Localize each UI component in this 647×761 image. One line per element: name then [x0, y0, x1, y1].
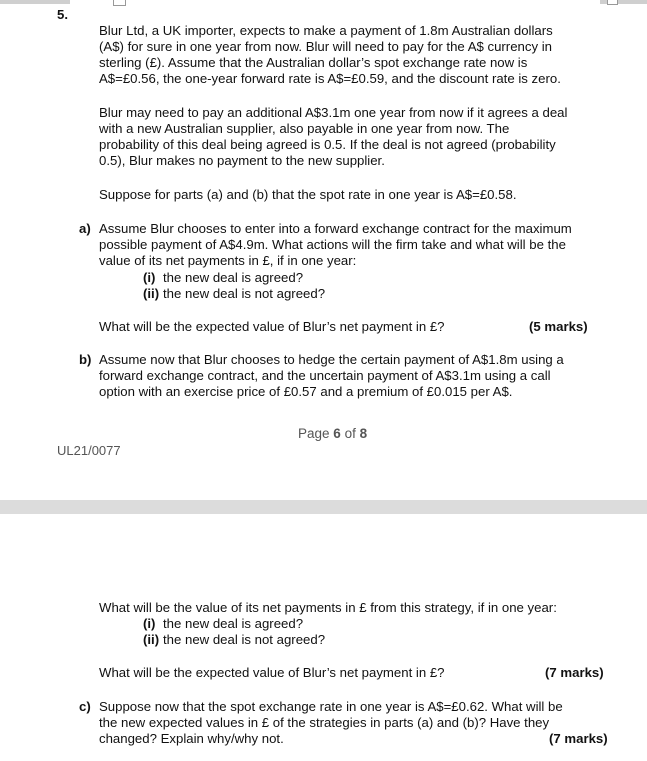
part-b-marks: (7 marks): [545, 665, 604, 680]
part-a-expected: What will be the expected value of Blur’s net payment in £?: [99, 319, 445, 334]
question-number: 5.: [57, 7, 68, 22]
part-a-line-1: Assume Blur chooses to enter into a forward exchange contract for the maximum: [99, 221, 572, 236]
intro-line-2: (A$) for sure in one year from now. Blur will need to pay for the A$ currency in: [99, 39, 552, 54]
part-a-marks: (5 marks): [529, 319, 588, 334]
part-b-sub-i-text: the new deal is agreed?: [163, 616, 304, 631]
intro-line-1: Blur Ltd, a UK importer, expects to make a payment of 1.8m Australian dollars: [99, 23, 553, 38]
part-a-sub-i-label: (i): [143, 270, 156, 285]
part-c-line-3: changed? Explain why/why not.: [99, 731, 284, 746]
part-b-label: b): [79, 352, 92, 367]
toolbar-handle-icon: [113, 0, 126, 6]
part-b-sub-i-label: (i): [143, 616, 156, 631]
part-c-line-2: the new expected values in £ of the strategies in parts (a) and (b)? Have they: [99, 715, 550, 730]
intro-line-4: A$=£0.56, the one-year forward rate is A$=£0.59, and the discount rate is zero.: [99, 71, 561, 86]
page-total: 8: [359, 426, 368, 441]
part-b-line-1: Assume now that Blur chooses to hedge the certain payment of A$1.8m using a: [99, 352, 564, 367]
part-b-value-question: What will be the value of its net payments in £ from this strategy, if in one year:: [99, 600, 557, 615]
part-a-sub-ii-text: the new deal is not agreed?: [163, 286, 326, 301]
part-c-label: c): [79, 699, 91, 714]
part-a-label: a): [79, 221, 91, 236]
part-a-line-2: possible payment of A$4.9m. What actions will the firm take and what will be the: [99, 237, 566, 252]
part-c-line-1: Suppose now that the spot exchange rate in one year is A$=£0.62. What will be: [99, 699, 563, 714]
suppose-text: Suppose for parts (a) and (b) that the spot rate in one year is A$=£0.58.: [99, 187, 517, 202]
part-b-sub-ii-label: (ii): [143, 632, 160, 647]
page-separator: [0, 500, 647, 514]
page-number: [298, 426, 367, 441]
part-a-sub-ii-label: (ii): [143, 286, 160, 301]
deal-line-3: probability of this deal being agreed is 0.5. If the deal is not agreed (probability: [99, 137, 556, 152]
part-a-line-3: value of its net payments in £, if in one year:: [99, 253, 357, 268]
part-b-expected: What will be the expected value of Blur’s net payment in £?: [99, 665, 445, 680]
part-c-marks: (7 marks): [549, 731, 608, 746]
deal-line-1: Blur may need to pay an additional A$3.1m one year from now if it agrees a deal: [99, 105, 568, 120]
part-a-sub-i-text: the new deal is agreed?: [163, 270, 304, 285]
deal-line-2: with a new Australian supplier, also payable in one year from now. The: [99, 121, 510, 136]
part-b-sub-ii-text: the new deal is not agreed?: [163, 632, 326, 647]
toolbar-handle-icon-right: [607, 0, 618, 5]
part-b-line-3: option with an exercise price of £0.57 and a premium of £0.015 per A$.: [99, 384, 513, 399]
part-b-line-2: forward exchange contract, and the uncertain payment of A$3.1m using a call: [99, 368, 551, 383]
deal-line-4: 0.5), Blur makes no payment to the new supplier.: [99, 153, 385, 168]
page-current: 6: [333, 426, 341, 441]
toolbar-edge-left: [0, 0, 70, 4]
document-code: UL21/0077: [57, 443, 121, 458]
intro-line-3: sterling (£). Assume that the Australian dollar’s spot exchange rate now is: [99, 55, 528, 70]
page-word: Page: [298, 426, 330, 441]
page-of: of: [344, 426, 356, 441]
